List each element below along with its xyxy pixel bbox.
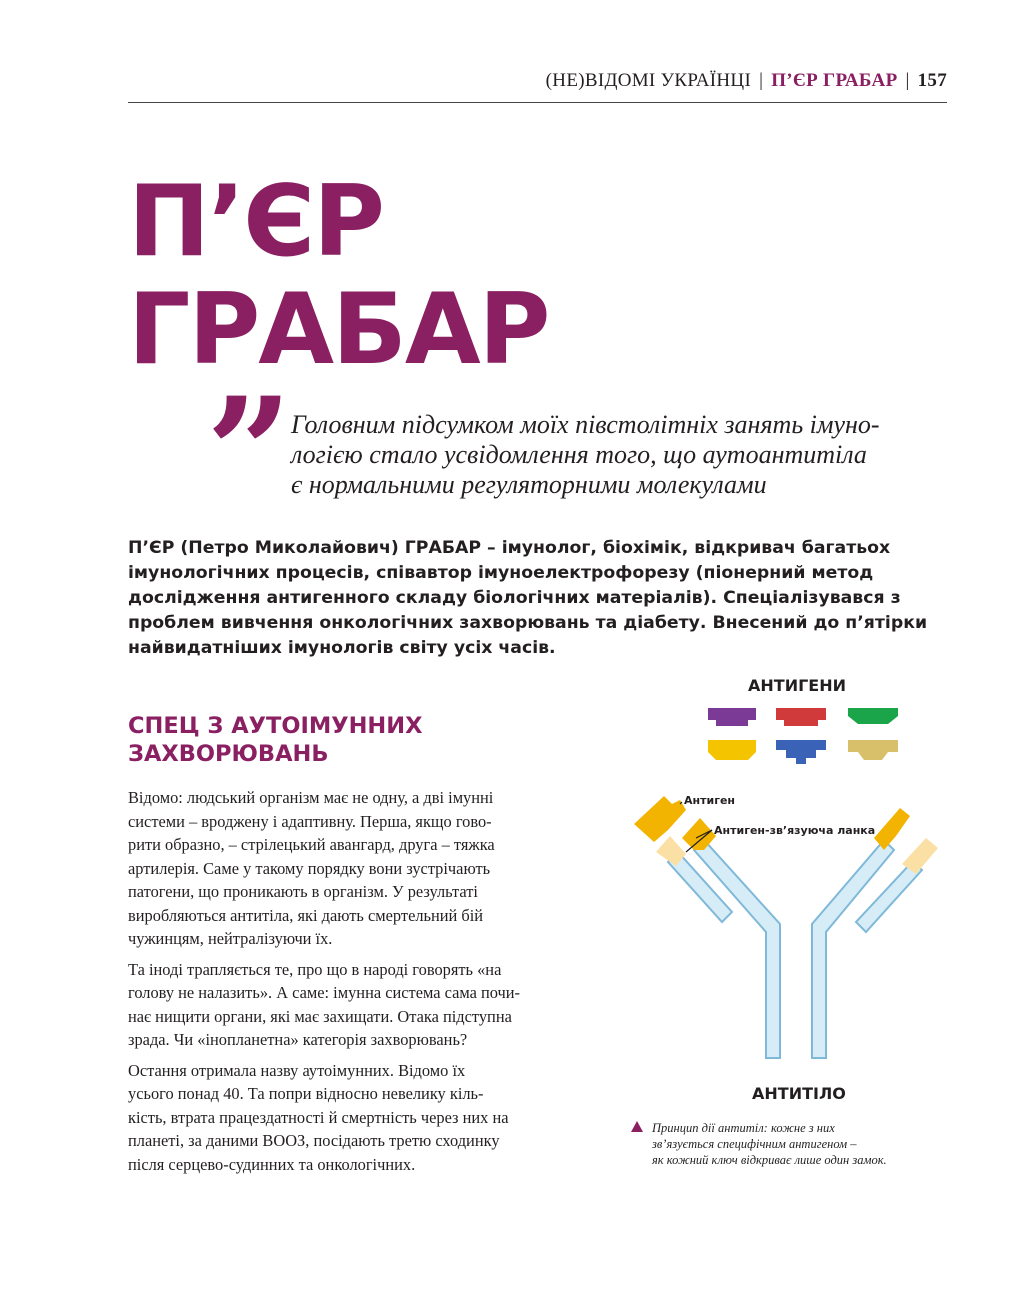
antibody-diagram	[620, 700, 960, 1080]
paragraph-1	[128, 786, 578, 951]
quote-mark-icon: ”	[206, 365, 293, 541]
text-line: кість, втрата працездатності й смертність через них на	[128, 1107, 509, 1127]
text-line: Остання отримала назву аутоімунних. Відомо їх	[128, 1060, 466, 1080]
text-line: артилерія. Саме у такому порядку вони зустрічають	[128, 858, 491, 878]
section-title-line-2: ЗАХВОРЮВАНЬ	[128, 741, 329, 767]
page-title	[128, 165, 549, 387]
figure-caption	[652, 1120, 952, 1168]
intro-line-1: П’ЄР (Петро Миколайович) ГРАБАР – імунолог, біохімік, відкривач багатьох	[128, 538, 891, 558]
antigen-swatch-purple	[708, 708, 756, 726]
text-line: нає нищити органи, які має захищати. Отака підступна	[128, 1006, 512, 1026]
antibody-label: АНТИТІЛО	[752, 1084, 846, 1103]
body-text	[128, 786, 578, 1183]
binding-site-left-heavy	[682, 818, 716, 850]
page-number: 157	[917, 70, 947, 91]
intro-line-2: імунологічних процесів, співавтор імуноелектрофорезу (піонерний метод	[128, 563, 874, 583]
antibody-heavy-chain-left	[694, 840, 780, 1058]
pull-quote	[291, 410, 951, 500]
text-line: системи – вроджену і адаптивну. Перша, якщо гово-	[128, 811, 492, 831]
text-line: зрада. Чи «інопланетна» категорія захворювань?	[128, 1030, 468, 1049]
antigen-attached	[634, 796, 686, 842]
quote-line-2: логією стало усвідомлення того, що аутоантитіла	[291, 440, 867, 469]
text-line: чужинцям, нейтралізуючи їх.	[128, 929, 333, 948]
text-line: рити образно, – стрілецький авангард, друга – тяжка	[128, 835, 495, 854]
running-head	[546, 70, 947, 92]
caption-triangle-icon	[631, 1121, 643, 1132]
antigen-swatch-blue	[776, 740, 826, 764]
antigen-swatch-red	[776, 708, 826, 726]
text-line: Відомо: людський організм має не одну, а дві імунні	[128, 788, 494, 807]
running-head-divider: |	[759, 70, 764, 91]
antigen-label: Антиген	[684, 794, 736, 807]
quote-line-1: Головним підсумком моїх півстолітніх занять імуно-	[291, 410, 880, 439]
text-line: патогени, що проникають в організм. У результаті	[128, 882, 478, 901]
antigens-label: АНТИГЕНИ	[748, 676, 846, 695]
antigen-swatches	[708, 708, 898, 764]
text-line: планеті, за даними ВООЗ, посідають третю сходинку	[128, 1131, 500, 1150]
intro-paragraph	[128, 536, 958, 661]
text-line: після серцево-судинних та онкологічних.	[128, 1154, 416, 1174]
binding-site-right-heavy	[874, 808, 910, 850]
intro-line-4: проблем вивчення онкологічних захворювань та діабету. Внесений до п’ятірки	[128, 613, 928, 633]
running-head-name: П’ЄР ГРАБАР	[771, 70, 898, 91]
antigen-swatch-khaki	[848, 740, 898, 760]
antigen-swatch-green	[848, 708, 898, 724]
header-rule	[128, 102, 947, 103]
quote-line-3: є нормальними регуляторними молекулами	[291, 470, 767, 499]
text-line: Та іноді трапляється те, про що в народі говорять «на	[128, 959, 502, 979]
section-title-line-1: СПЕЦ З АУТОІМУННИХ	[128, 713, 423, 739]
caption-line-2: зв’язується специфічним антигеном –	[652, 1137, 857, 1151]
section-title	[128, 712, 422, 768]
antibody-heavy-chain-right	[812, 840, 894, 1058]
text-line: виробляються антитіла, які дають смертельний бій	[128, 905, 484, 925]
paragraph-3	[128, 1059, 578, 1177]
intro-line-3: дослідження антигенного складу біологічних матеріалів). Спеціалізувався з	[128, 588, 901, 608]
text-line: голову не налазить». А саме: імунна система сама почи-	[128, 983, 521, 1002]
caption-line-3: як кожний ключ відкриває лише один замок.	[652, 1153, 887, 1167]
page-title-line-1: П’ЄР	[128, 165, 383, 279]
intro-line-5: найвидатніших імунологів світу усіх часів.	[128, 638, 556, 658]
page-title-line-2: ГРАБАР	[128, 273, 549, 387]
running-head-series: (НЕ)ВІДОМІ УКРАЇНЦІ	[545, 70, 752, 91]
link-label: Антиген-зв’язуюча ланка	[714, 824, 876, 837]
caption-line-1: Принцип дії антитіл: кожне з них	[652, 1121, 835, 1135]
running-head-divider-2: |	[905, 70, 910, 91]
antigen-swatch-yellow	[708, 740, 756, 760]
text-line: усього понад 40. Та попри відносно невелику кіль-	[128, 1084, 484, 1103]
paragraph-2	[128, 958, 578, 1052]
